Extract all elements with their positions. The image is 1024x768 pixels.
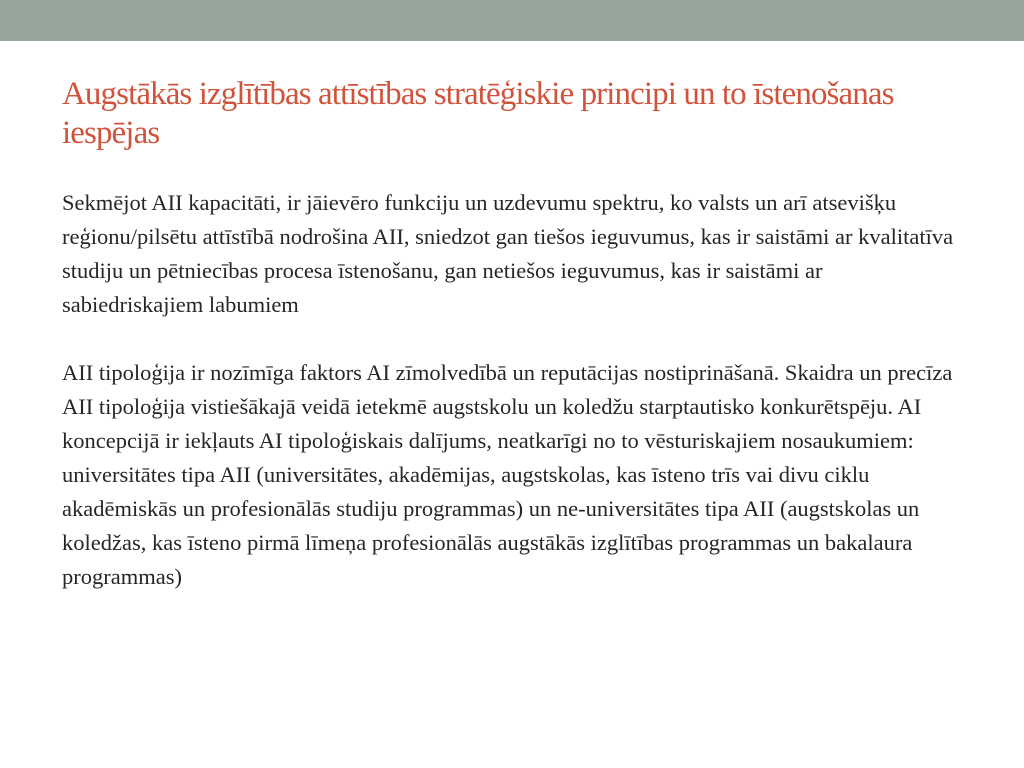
slide-body (62, 186, 967, 594)
top-accent-bar (0, 0, 1024, 41)
body-paragraph-1: Sekmējot AII kapacitāti, ir jāievēro funkciju un uzdevumu spektru, ko valsts un arī atsevišķu reģionu/pilsētu attīstībā nodrošina AII, sniedzot gan tiešos ieguvumus, kas ir saistāmi ar kvalitatīva studiju un pētniecības procesa īstenošanu, gan netiešos ieguvumus, kas ir saistāmi ar sabiedriskajiem labumiem (62, 190, 954, 317)
slide-title: Augstākās izglītības attīstības stratēģiskie principi un to īstenošanas iespējas (62, 76, 894, 151)
body-paragraph-2: AII tipoloģija ir nozīmīga faktors AI zīmolvedībā un reputācijas nostiprināšanā. Skaidra un precīza AII tipoloģija vistiešākajā veidā ietekmē augstskolu un koledžu starptautisko konkurētspēju. AI koncepcijā ir iekļauts AI tipoloģiskais dalījums, neatkarīgi no to vēsturiskajiem nosaukumiem: universitātes tipa AII (universitātes, akadēmijas, augstskolas, kas īsteno trīs vai divu ciklu akadēmiskās un profesionālās studiju programmas) un ne-universitātes tipa AII (augstskolas un koledžas, kas īsteno pirmā līmeņa profesionālās augstākās izglītības programmas un bakalaura programmas) (62, 360, 953, 589)
